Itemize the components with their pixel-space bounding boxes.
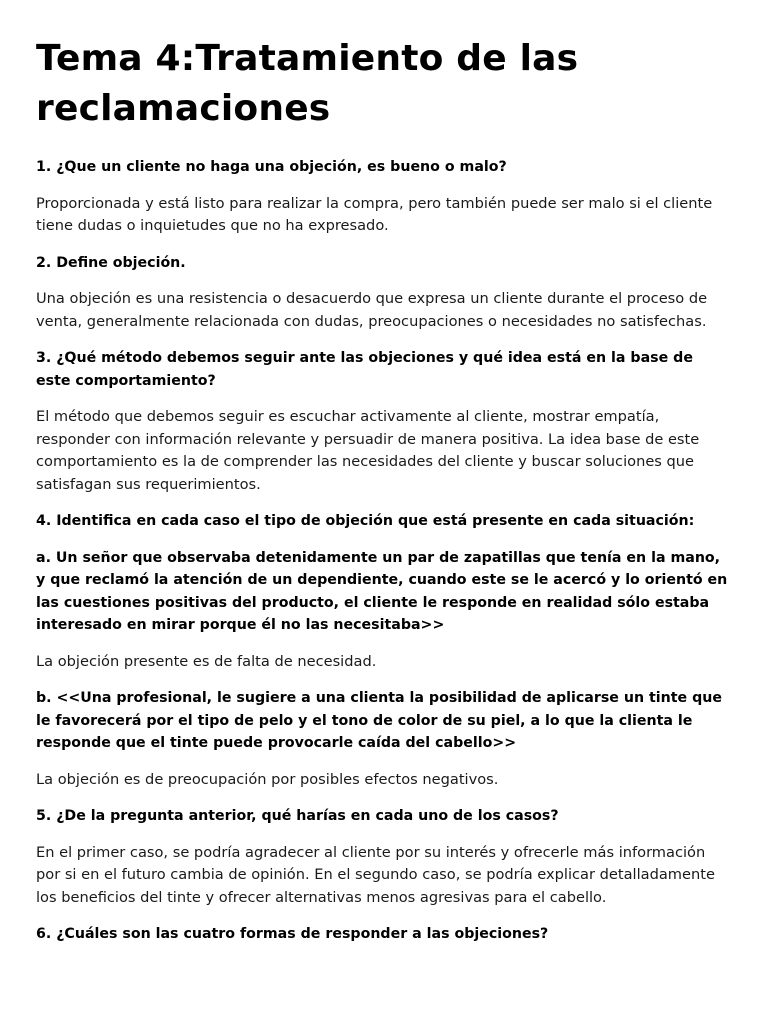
answer-3: El método que debemos seguir es escuchar activamente al cliente, mostrar empatía, responder con información relevante y persuadir de manera positiva. La idea base de este comportamiento es la de comprender las necesidades del cliente y buscar soluciones que satisfagan sus requerimientos. [36,408,700,493]
question-3: 3. ¿Qué método debemos seguir ante las objeciones y qué idea está en la base de este comportamiento? [36,350,693,389]
question-6: 6. ¿Cuáles son las cuatro formas de responder a las objeciones? [36,926,549,942]
question-4a: a. Un señor que observaba detenidamente un par de zapatillas que tenía en la mano, y que reclamó la atención de un dependiente, cuando este se le acercó y lo orientó en las cuestiones positivas del producto, el cliente le responde en realidad sólo estaba interesado en mirar porque él no las necesitaba>> [36,549,728,633]
answer-2: Una objeción es una resistencia o desacuerdo que expresa un cliente durante el proceso de venta, generalmente relacionada con dudas, preocupaciones o necesidades no satisfechas. [36,290,708,330]
question-2: 2. Define objeción. [36,254,186,271]
page-title: Tema 4:Tratamiento de las reclamaciones [36,38,579,129]
answer-4a: La objeción presente es de falta de necesidad. [36,652,377,670]
question-4b: b. <<Una profesional, le sugiere a una clienta la posibilidad de aplicarse un tinte que le favorecerá por el tipo de pelo y el tono de color de su piel, a lo que la clienta le responde que el tinte puede provocarle caída del cabello>> [36,690,722,751]
question-4: 4. Identifica en cada caso el tipo de objeción que está presente en cada situación: [36,513,695,529]
answer-1: Proporcionada y está listo para realizar la compra, pero también puede ser malo si el cliente tiene dudas o inquietudes que no ha expresado. [36,194,713,234]
question-1: 1. ¿Que un cliente no haga una objeción, es bueno o malo? [36,159,507,175]
answer-5: En el primer caso, se podría agradecer al cliente por su interés y ofrecerle más información por si en el futuro cambia de opinión. En el segundo caso, se podría explicar detalladamente los beneficios del tinte y ofrecer alternativas menos agresivas para el cabello. [36,843,715,906]
answer-4b: La objeción es de preocupación por posibles efectos negativos. [36,770,499,788]
question-5: 5. ¿De la pregunta anterior, qué harías en cada uno de los casos? [36,808,559,824]
